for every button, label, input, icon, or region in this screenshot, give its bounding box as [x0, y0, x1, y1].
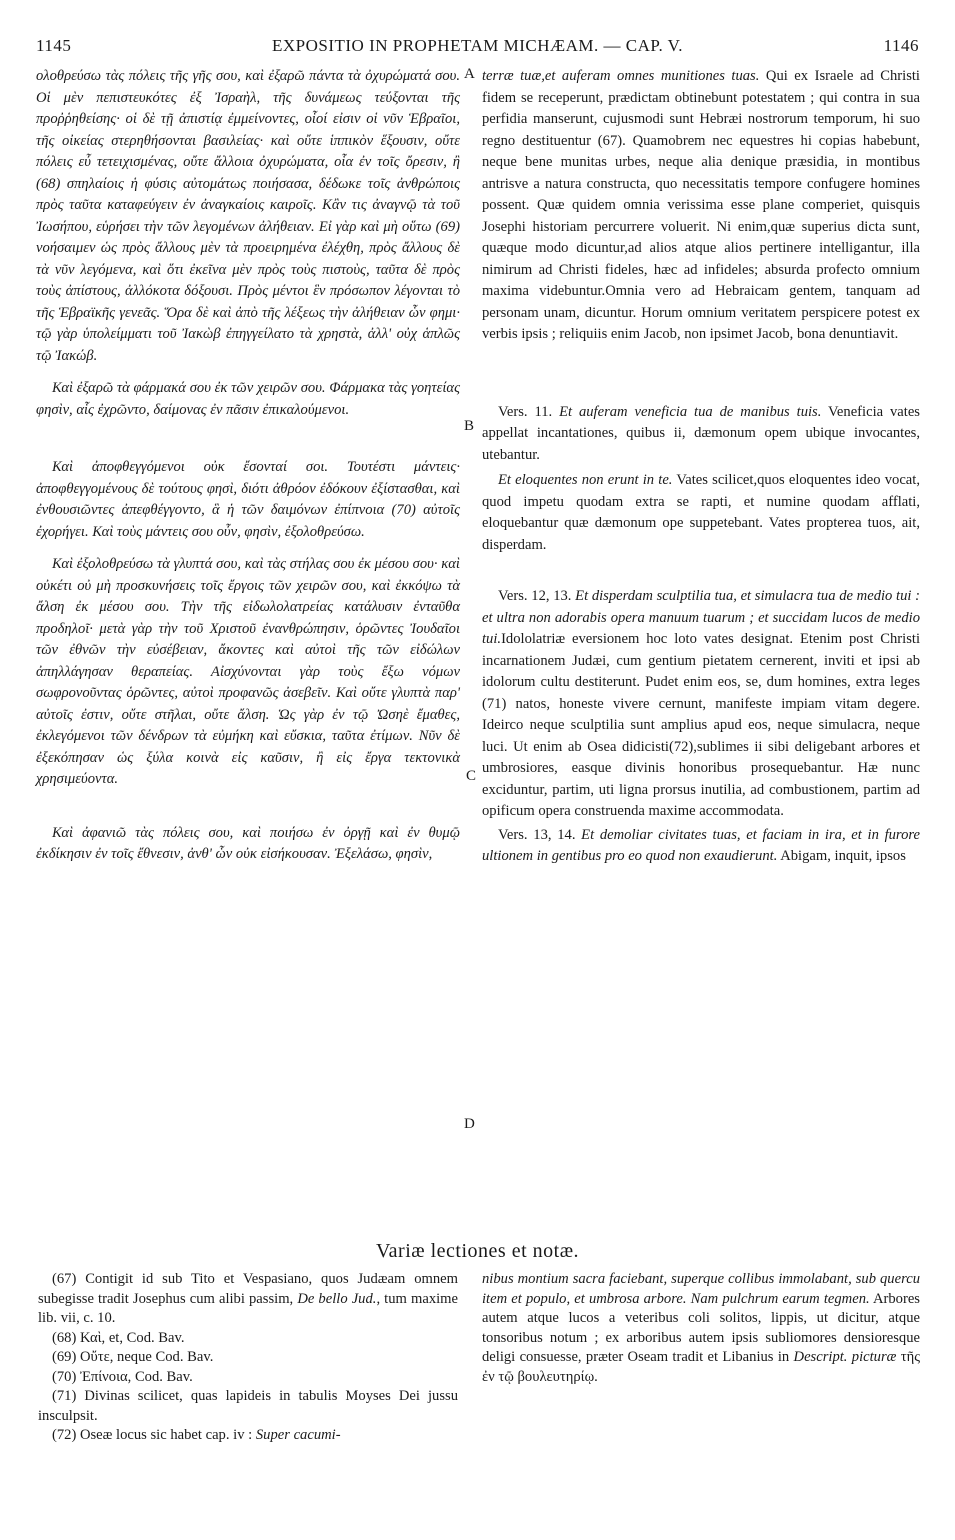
margin-marker-c: C: [466, 768, 477, 784]
note-69: (69) Οὔτε, neque Cod. Bav.: [52, 1349, 214, 1365]
notes-left-column: [38, 1270, 458, 1446]
greek-paragraph-4: Καὶ ἐξολοθρεύσω τὰ γλυπτά σου, καὶ τὰς στήλας σου ἐκ μέσου σου· καὶ οὐκέτι οὐ μὴ προσκυνήσεις τοῖς ἔργοις τῶν χειρῶν σου, καὶ ἐκκόψω τὰ ἄλση ἐκ μέσου σου. Τὴν τῆς εἰδωλολατρείας κατάλυσιν ἐνταῦθα προδηλοῖ· μετὰ γὰρ τὴν τοῦ Χριστοῦ ἐνανθρώπησιν, ὁρῶντες Ἰουδαῖοι τῶν ἐθνῶν τὴν εὐσέβειαν, ἄκοντες καὶ αὐτοὶ τῆς τῶν εἰδώλων ἀπηλλάγησαν θεραπείας. Αἰσχύνονται γὰρ τοὺς ἔξω νόμων σωφρονοῦντας ὁρῶντες, αὐτοὶ προφανῶς ἀσεβεῖν. Καὶ οὔτε γλυπτὰ παρ' αὐτοῖς ἐστιν, οὔτε στῆλαι, οὔτε ἄλση. Ὡς γὰρ ἐν τῷ Ὠσηὲ ἔμαθες, ἐκλεγόμενοι τῶν δένδρων τὰ εὐμήκη καὶ εὔσκια, ταῦτα ἐτίμων. Νῦν δὲ ἐξεκόπησαν ὡς ξύλα κοινὰ εἰς καῦσιν, ἢ εἰς ἔργα τεκτονικὰ χρησιμεύοντα.: [36, 556, 460, 787]
latin-paragraph-3: Et eloquentes non erunt in te. Vates scilicet,quos eloquentes ideo vocat, quod impetu quodam extra se rapti, et numine quodam afflati, eloquebantur quæ dæmonum ope suppetebant. Vates propterea tuos, ait, disperdam.: [482, 472, 920, 553]
latin-column: [482, 66, 920, 879]
running-header: [36, 36, 919, 62]
running-title: EXPOSITIO IN PROPHETAM MICHÆAM. — CAP. V.: [272, 36, 683, 55]
latin-paragraph-4: Vers. 12, 13. Et disperdam sculptilia tua, et simulacra tua de medio tui : et ultra non adorabis opera manuum tuarum ; et succidam lucos de medio tui.Idololatriæ eversionem hoc loto vates designat. Etenim post Christi incarnationem Judæi, cum gentium pietatem cernerent, inviti et ipsi ab idolorum cultu destiterunt. Pudet enim eos, se, dum homines, extra leges (71) natos, honeste vivere cernunt, manifeste impiam vitam degere. Ideirco neque sculptilia sunt amplius apud eos, neque simulacra, neque luci. Ut enim ab Osea didicisti(72),sublimes ii sibi deligebant arbores et umbrosiores, easque divinis honoribus prosequebantur. Hæ nunc exciduntur, partim, uti ligna prorsus inutilia, ad combustionem, partim ad opificum opera construenda maxime accommodata.: [482, 588, 920, 819]
greek-column: [36, 66, 460, 877]
note-68: (68) Καὶ, et, Cod. Bav.: [52, 1329, 185, 1346]
greek-paragraph-1: ολοθρεύσω τὰς πόλεις τῆς γῆς σου, καὶ ἐξαρῶ πάντα τὰ ὀχυρώματά σου. Οἱ μὲν πεπιστευκότες ἐξ Ἰσραὴλ, τῆς δυνάμεως τεύξονται τῆς προῤῥηθείσης· οἱ δὲ τῇ ἀπιστίᾳ ἐμμείνοντες, οἷοί εἰσιν οἱ νῦν Ἑβραῖοι, τῆς οἰκείας στερηθήσονται βασιλείας· καὶ οὔτε ἱππικὸν ἕξουσιν, οὔτε πόλεις εὖ τετειχισμένας, οὔτε ἄλλοια ὀχυρώματα, οἷα ἐν τοῖς ὄρεσιν, ἢ (68) σπηλαίοις ἡ φύσις αὐτομάτως ποιήσασα, δέδωκε τοῖς ἀνθρώποις πρὸς ταῦτα καταφεύγειν ἐν ἀναγκαίοις καιροῖς. Κἂν τις ἀναγνῷ τὰ τοῦ Ἰωσήπου, εὑρήσει τὴν τῶν λεγομένων ἀλήθειαν. Εἰ γὰρ καὶ μὴ οὕτω (69) νοήσαιμεν ὡς πρὸς ἄλλους μὲν τὰ προειρημένα ἐλέχθη, πρὸς ἄλλους δὲ τὰ νῦν λεγόμενα, καὶ ὅτι ἐκεῖνα μὲν πρὸς τοὺς πιστοὺς, ταῦτα δὲ πρὸς τοὺς ἀπίστους, ἀλλόκοτα δόξουσι. Πρὸς μέντοι ἓν πρόσωπον λέγονται τὸ τῆς Ἑβραϊκῆς γενεᾶς. Ὅρα δὲ καὶ ἀπὸ τῆς λέξεως τὴν ἀλήθειαν ὧν φημι· τῷ γὰρ ὑπολείμματι τοῦ Ἰακὼβ ἐπηγγείλατο τὰ χρηστὰ, ἀλλ' οὐχ ἁπλῶς τῷ Ἰακώβ.: [36, 68, 460, 364]
notes-heading: Variæ lectiones et notæ.: [375, 1240, 580, 1262]
right-page-number: 1146: [883, 36, 919, 55]
latin-paragraph-1: terræ tuæ,et auferam omnes munitiones tuas. Qui ex Israele ad Christi fidem se receperunt, prædictam obtinebunt potestatem ; qui contra in sua perfidia manserunt, cujusmodi sunt Hebræi nostrorum temporum, hi suo regno destituentur (67). Quamobrem nec equestres hi copias habebunt, neque bene munitas urbes, neque alia denique præsidia, in montibus antrisve a natura constructa, quo necessitatis tempore confugere homines possent. Quæ quidem omnia verissima esse plane comperiet, quisquis Josephi historiam percurrere voluerit. Ni enim,quæ superius dicta sunt, quæque modo dicuntur,ad alios atque alios pertinere intelligantur, illa nimirum ad Christi fideles, hæc ad infideles; absurda profecto omnium maxima videbuntur.Omnia vero ad Hebraicam gentem, tanquam ad personam unam, dicuntur. Horum omnium veritatem perspicere potest ex verbis ipsis ; reliquiis enim Jacob, non ipsimet Jacob, bona denuntiavit.: [482, 68, 920, 342]
notes-right-column: nibus montium sacra faciebant, superque collibus immolabant, sub quercu item et populo, et umbrosa arbore. Nam pulchrum earum tegmen. Arbores autem atque lucos a veteribus coli solitos, lippis, ut dicitur, atque tonsoribus notum ; ex arboribus autem ipsis subliomores densioresque deligi consuesse, præter Oseam tradit et Libanius in Descript. picturæ τῆς ἐν τῷ βουλευτηρίῳ.: [482, 1271, 920, 1385]
greek-paragraph-2: Καὶ ἐξαρῶ τὰ φάρμακά σου ἐκ τῶν χειρῶν σου. Φάρμακα τὰς γοητείας φησὶν, αἷς ἐχρῶντο, δαίμονας ἐν πᾶσιν ἐπικαλούμενοι.: [36, 380, 460, 418]
greek-paragraph-3: Καὶ ἀποφθεγγόμενοι οὐκ ἔσονταί σοι. Τουτέστι μάντεις· ἀποφθεγγομένους δὲ τούτους φησὶ, διότι ἀθρόον ἐδόκουν ἐξίστασθαι, καὶ ἐνθουσιῶντες ἀπεφθέγγοντο, ἃ ἡ τῶν δαιμόνων ἐπίπνοια (70) αὐτοῖς ἐχορήγει. Καὶ τοὺς μάντεις σου οὖν, φησὶν, ἐξολοθρεύσω.: [36, 459, 460, 540]
margin-marker-b: B: [464, 418, 475, 434]
margin-marker-d: D: [464, 1116, 475, 1132]
note-70: (70) Ἐπίνοια, Cod. Bav.: [52, 1368, 193, 1385]
latin-paragraph-2: Vers. 11. Et auferam veneficia tua de manibus tuis. Veneficia vates appellat incantationes, quibus ii, dæmonum opem ubique invocantes, utebantur.: [482, 403, 920, 463]
note-71: (71) Divinas scilicet, quas lapideis in tabulis Moyses Dei jussu insculpsit.: [38, 1388, 458, 1424]
margin-marker-a: A: [464, 66, 475, 82]
left-page-number: 1145: [36, 36, 72, 55]
greek-paragraph-5: Καὶ ἀφανιῶ τὰς πόλεις σου, καὶ ποιήσω ἐν ὀργῇ καὶ ἐν θυμῷ ἐκδίκησιν ἐν τοῖς ἔθνεσιν, ἀνθ' ὧν οὐκ εἰσήκουσαν. Ἐξελάσω, φησὶν,: [36, 824, 460, 862]
note-67: (67) Contigit id sub Tito et Vespasiano, quos Judæam omnem subegisse tradit Josephus cum alibi passim, De bello Jud., tum maxime lib. vii, c. 10.: [38, 1271, 458, 1326]
note-72: (72) Oseæ locus sic habet cap. iv : Super cacumi-: [52, 1427, 341, 1443]
latin-paragraph-5: Vers. 13, 14. Et demoliar civitates tuas, et faciam in ira, et in furore ultionem in gentibus pro eo quod non exaudierunt. Abigam, inquit, ipsos: [482, 826, 920, 864]
